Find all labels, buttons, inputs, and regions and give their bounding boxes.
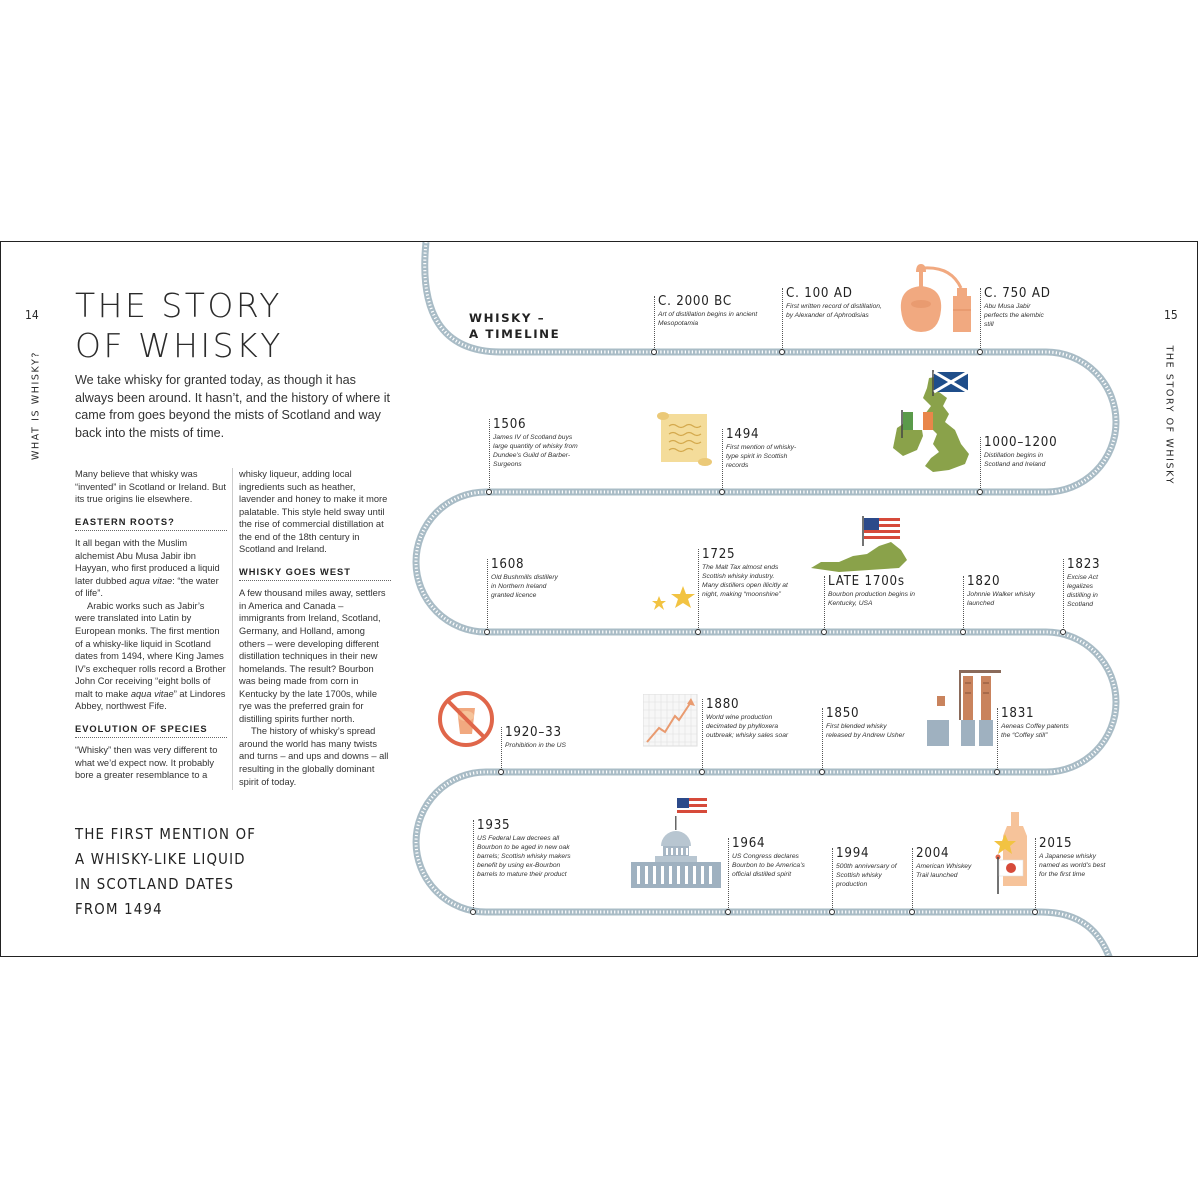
event-description: Excise Act legalizes distilling in Scotland	[1067, 574, 1098, 608]
event-leader-line	[912, 848, 913, 910]
ireland-flag-icon	[899, 410, 939, 438]
event-description: James IV of Scotland buys large quantity of whisky from Dundee’s Guild of Barber-Surgeons	[493, 434, 578, 468]
event-description: 500th anniversary of Scottish whisky production	[836, 863, 897, 888]
timeline-event	[916, 846, 976, 880]
event-year: 1994	[836, 846, 870, 861]
alembic-still-icon	[891, 258, 981, 334]
timeline-event	[786, 286, 886, 320]
event-leader-line	[473, 820, 474, 910]
event-leader-line	[698, 549, 699, 630]
event-year: 1850	[826, 706, 860, 721]
timeline-event	[984, 286, 1054, 329]
event-year: 1494	[726, 427, 760, 442]
event-description: American Whiskey Trail launched	[916, 863, 972, 879]
event-description: Aeneas Coffey patents the “Coffey still”	[1001, 723, 1069, 739]
event-year: 1964	[732, 836, 766, 851]
japan-flag-icon	[995, 854, 1025, 894]
event-leader-line	[489, 419, 490, 490]
timeline-event	[477, 818, 572, 879]
eastern-paragraph-2: Arabic works such as Jabir’s were translated into Latin by European monks. The first mention of a whisky-like liquid in Scotland dates from 1494, where King James IV’s exchequer rolls record a Brother John Cor receiving “eight bolls of malt to make aqua vitae” at Lindores Abbey, northwest Fife.	[75, 600, 226, 712]
event-leader-line	[501, 727, 502, 770]
timeline-event	[658, 294, 768, 328]
timeline-title-line-2: A TIMELINE	[469, 327, 561, 341]
scotland-flag-icon	[931, 370, 971, 396]
event-marker	[909, 909, 915, 915]
event-description: Art of distillation begins in ancient Mesopotamia	[658, 311, 758, 327]
timeline-event	[1039, 836, 1109, 879]
event-marker	[821, 629, 827, 635]
quote-line-4: FROM 1494	[75, 901, 163, 918]
event-leader-line	[832, 848, 833, 910]
event-marker	[695, 629, 701, 635]
event-year: 1823	[1067, 557, 1101, 572]
timeline-title-line-1: WHISKY –	[469, 311, 546, 325]
event-marker	[470, 909, 476, 915]
west-paragraph-2: The history of whisky’s spread around the world has many twists and turns – and ups and downs – all resulting in the globally dominant spirit of today.	[239, 726, 389, 787]
event-leader-line	[1035, 838, 1036, 910]
event-marker	[484, 629, 490, 635]
event-leader-line	[997, 708, 998, 770]
event-leader-line	[728, 838, 729, 910]
evolution-heading: EVOLUTION OF SPECIES	[75, 718, 227, 739]
event-year: 1920–33	[505, 725, 562, 740]
event-marker	[1032, 909, 1038, 915]
timeline-event	[505, 725, 585, 750]
event-year: LATE 1700s	[828, 574, 905, 589]
event-description: Bourbon production begins in Kentucky, USA	[828, 591, 915, 607]
event-description: First blended whisky released by Andrew Usher	[826, 723, 905, 739]
timeline-event	[826, 706, 906, 740]
timeline-event	[836, 846, 911, 889]
event-description: Distillation begins in Scotland and Ireland	[984, 452, 1046, 468]
timeline-event	[1001, 706, 1071, 740]
event-description: US Congress declares Bourbon to be America’s official distilled spirit	[732, 853, 805, 878]
event-marker	[699, 769, 705, 775]
event-year: C. 2000 BC	[658, 294, 732, 309]
left-section-label: WHAT IS WHISKY?	[30, 350, 42, 461]
event-description: The Malt Tax almost ends Scottish whisky industry. Many distillers open illicitly at night, making “moonshine”	[702, 564, 788, 598]
event-year: C. 750 AD	[984, 286, 1051, 301]
usa-flag-icon	[677, 798, 709, 820]
event-marker	[725, 909, 731, 915]
evolution-paragraph: “Whisky” then was very different to what we’d expect now. It probably bore a greater resemblance to a	[75, 745, 218, 781]
timeline-event	[702, 547, 792, 599]
event-year: 1820	[967, 574, 1001, 589]
timeline-event	[726, 427, 801, 470]
left-page-number: 14	[25, 308, 39, 322]
event-marker	[829, 909, 835, 915]
col1-paragraph: Many believe that whisky was “invented” in Scotland or Ireland. But its true origins lie elsewhere.	[75, 469, 226, 505]
rising-chart-icon	[643, 694, 699, 748]
event-marker	[994, 769, 1000, 775]
intro-paragraph: We take whisky for granted today, as though it has always been around. It hasn’t, and the history of where it came from goes beyond the mists of Scotland and way back into the mists of time.	[75, 373, 391, 440]
event-leader-line	[980, 288, 981, 350]
event-year: 1608	[491, 557, 525, 572]
event-marker	[498, 769, 504, 775]
event-description: First mention of whisky-type spirit in Scottish records	[726, 444, 797, 469]
timeline-event	[984, 435, 1064, 469]
event-year: 1506	[493, 417, 527, 432]
event-marker	[779, 349, 785, 355]
event-description: US Federal Law decrees all Bourbon to be aged in new oak barrels; Scottish whisky makers benefit by using ex-Bourbon barrels to mature their product	[477, 835, 571, 878]
book-spread	[0, 241, 1198, 957]
event-leader-line	[782, 288, 783, 350]
timeline-event	[1067, 557, 1112, 609]
timeline-event	[828, 574, 918, 608]
event-description: Old Bushmills distillery in Northern Ireland granted licence	[491, 574, 558, 599]
event-marker	[651, 349, 657, 355]
timeline-event	[732, 836, 812, 879]
event-year: 2015	[1039, 836, 1073, 851]
event-leader-line	[1063, 559, 1064, 630]
west-paragraph-1: A few thousand miles away, settlers in America and Canada – immigrants from Ireland, Scotland, Germany, and Holland, among others – were developing different distillation techniques in their new homelands. The result? Bourbon was being made from corn in Kentucky by the late 1700s, while rye was the preferred grain for distilling spirits further north.	[239, 588, 386, 724]
parchment-scroll-icon	[655, 410, 715, 468]
event-description: Abu Musa Jabir perfects the alembic still	[984, 303, 1044, 328]
title-line-2: OF WHISKY	[75, 326, 283, 365]
right-page-number: 15	[1164, 308, 1178, 322]
timeline-event	[967, 574, 1037, 608]
coffey-still-icon	[923, 668, 1003, 748]
event-description: Prohibition in the US	[505, 742, 566, 749]
event-leader-line	[722, 429, 723, 490]
event-year: 1880	[706, 697, 740, 712]
event-leader-line	[654, 296, 655, 350]
whisky-goes-west-heading: WHISKY GOES WEST	[239, 561, 391, 582]
event-marker	[819, 769, 825, 775]
eastern-paragraph-1: It all began with the Muslim alchemist Abu Musa Jabir ibn Hayyan, who first produced a liquid later dubbed aqua vitae: “the water of life”.	[75, 538, 220, 599]
event-year: 2004	[916, 846, 950, 861]
event-year: 1000–1200	[984, 435, 1058, 450]
event-marker	[960, 629, 966, 635]
event-leader-line	[702, 699, 703, 770]
timeline-event	[491, 557, 561, 600]
col2-paragraph: whisky liqueur, adding local ingredients such as heather, lavender and honey to make it more palatable. This style held sway until the rise of commercial distillation at the end of the 18th century in Scotland and Ireland.	[239, 469, 388, 555]
timeline-event	[706, 697, 796, 740]
event-year: C. 100 AD	[786, 286, 853, 301]
event-marker	[719, 489, 725, 495]
quote-line-1: THE FIRST MENTION OF	[75, 826, 257, 843]
event-description: World wine production decimated by phylloxera outbreak; whisky sales soar	[706, 714, 789, 739]
quote-line-2: A WHISKY-LIKE LIQUID	[75, 851, 246, 868]
event-year: 1935	[477, 818, 511, 833]
title-line-1: THE STORY	[75, 286, 282, 325]
eastern-roots-heading: EASTERN ROOTS?	[75, 511, 227, 532]
prohibition-glass-icon	[435, 688, 497, 750]
event-leader-line	[822, 708, 823, 770]
event-marker	[1060, 629, 1066, 635]
event-year: 1725	[702, 547, 736, 562]
event-description: A Japanese whisky named as world’s best for the first time	[1039, 853, 1106, 878]
event-leader-line	[980, 437, 981, 490]
event-marker	[977, 489, 983, 495]
event-leader-line	[963, 576, 964, 630]
event-year: 1831	[1001, 706, 1035, 721]
event-leader-line	[487, 559, 488, 630]
star-icon	[651, 584, 701, 614]
event-description: First written record of distillation, by Alexander of Aphrodisias	[786, 303, 882, 319]
event-marker	[486, 489, 492, 495]
capitol-building-icon	[631, 814, 721, 890]
event-marker	[977, 349, 983, 355]
usa-flag-icon	[861, 516, 903, 546]
right-section-label: THE STORY OF WHISKY	[1163, 345, 1175, 486]
event-description: Johnnie Walker whisky launched	[967, 591, 1035, 607]
quote-line-3: IN SCOTLAND DATES	[75, 876, 235, 893]
event-leader-line	[824, 576, 825, 630]
timeline-event	[493, 417, 583, 469]
